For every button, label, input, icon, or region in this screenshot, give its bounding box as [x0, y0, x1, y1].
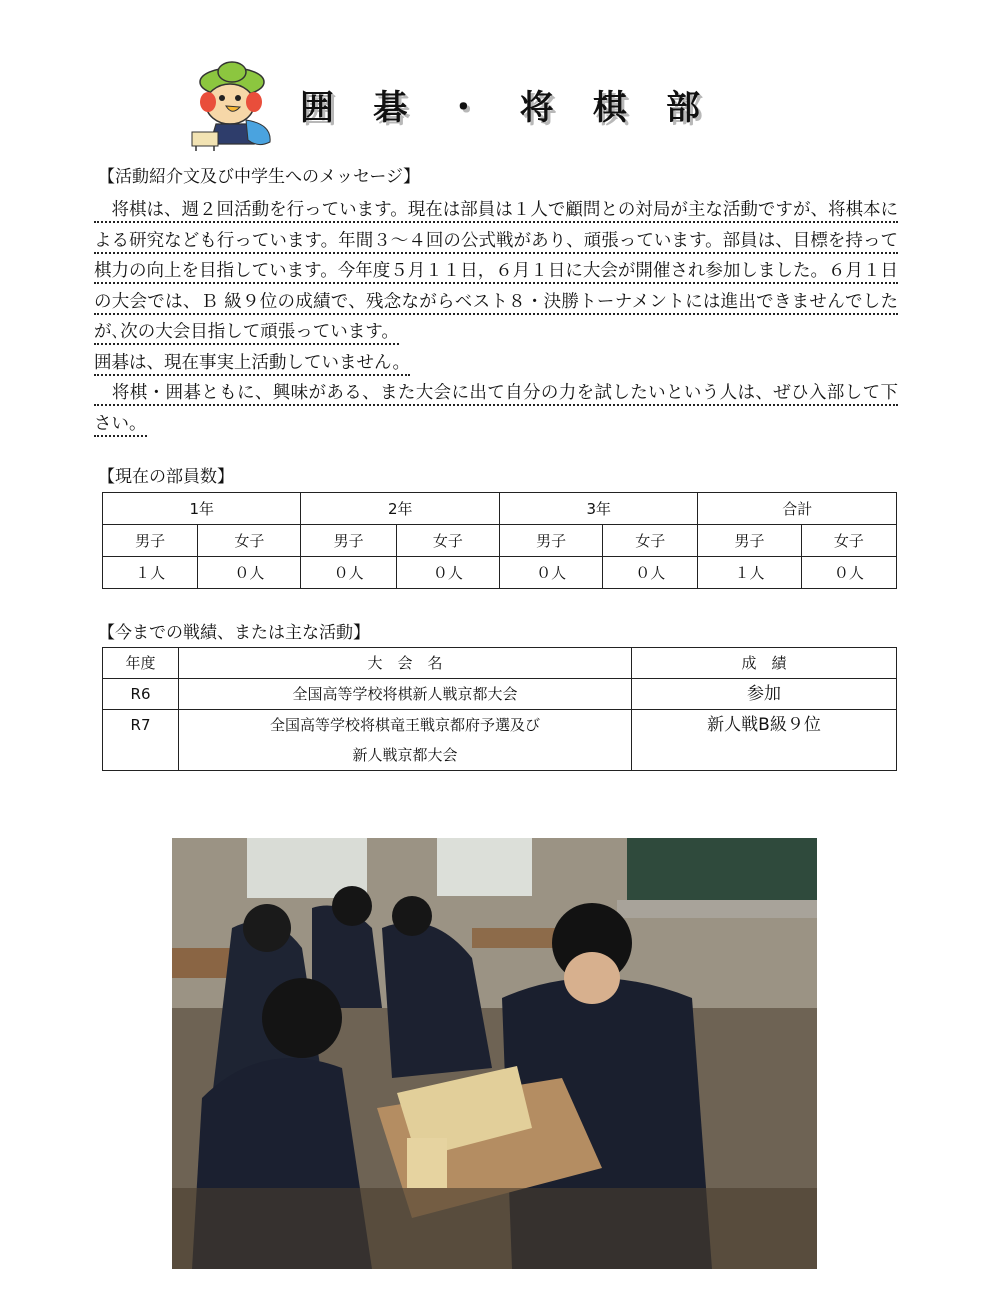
gender-header: 男子: [103, 525, 198, 557]
group-header: 合計: [698, 493, 897, 525]
members-table: [102, 492, 897, 589]
member-count: ０人: [396, 557, 499, 589]
gender-header: 男子: [301, 525, 396, 557]
members-heading: 【現在の部員数】: [98, 467, 234, 487]
intro-text: [94, 195, 898, 439]
record-event-line: 新人戦京都大会: [352, 746, 458, 764]
member-count: ０人: [301, 557, 396, 589]
column-header: 大 会 名: [179, 648, 632, 679]
title-char: 碁: [373, 87, 408, 128]
title-char: 部: [665, 87, 700, 128]
record-heading: 【今までの戦績、または主な活動】: [98, 623, 370, 643]
members-group-row: [103, 493, 897, 525]
page-title: [300, 80, 700, 128]
column-header: 年度: [103, 648, 179, 679]
gender-header: 女子: [603, 525, 698, 557]
member-count: ０人: [499, 557, 602, 589]
title-char: 棋: [592, 87, 627, 128]
gender-header: 女子: [198, 525, 301, 557]
record-event: [179, 710, 632, 771]
members-gender-row: [103, 525, 897, 557]
record-header-row: [103, 648, 897, 679]
mascot-logo: [188, 60, 276, 152]
record-result: 新人戦B級９位: [632, 710, 897, 771]
intro-paragraph-igo: 囲碁は、現在事実上活動していません。: [94, 353, 410, 376]
record-year: R6: [103, 679, 179, 710]
member-count: ０人: [603, 557, 698, 589]
record-result: 参加: [632, 679, 897, 710]
record-event-line: 全国高等学校将棋竜王戦京都府予選及び: [269, 716, 540, 734]
record-table: [102, 647, 897, 771]
club-photo: [172, 838, 817, 1269]
table-row: [103, 710, 897, 771]
member-count: ０人: [198, 557, 301, 589]
gender-header: 女子: [396, 525, 499, 557]
title-char: 将: [519, 87, 554, 128]
record-event: 全国高等学校将棋新人戦京都大会: [179, 679, 632, 710]
title-char: ・: [446, 87, 481, 128]
table-row: [103, 679, 897, 710]
group-header: 3年: [499, 493, 697, 525]
member-count: １人: [103, 557, 198, 589]
record-year: R7: [103, 710, 179, 771]
column-header: 成 績: [632, 648, 897, 679]
group-header: 2年: [301, 493, 499, 525]
intro-paragraph-shogi: 将棋は、週２回活動を行っています。現在は部員は１人で顧問との対局が主な活動ですが、将棋本による研究なども行っています。年間３〜４回の公式戦があり、頑張っています。部員は、目標を持って棋力の向上を目指しています。今年度５月１１日，６月１日に大会が開催され参加しました。６月１日の大会では、Ｂ 級９位の成績で、残念ながらベスト８・決勝トーナメントには進出できませんでしたが､次の大会目指して頑張っています。: [94, 200, 898, 345]
member-count: １人: [698, 557, 801, 589]
members-count-row: [103, 557, 897, 589]
intro-paragraph-invite: 将棋・囲碁ともに、興味がある、また大会に出て自分の力を試したいという人は、ぜひ入部して下さい。: [94, 383, 898, 437]
group-header: 1年: [103, 493, 301, 525]
member-count: ０人: [801, 557, 896, 589]
gender-header: 男子: [499, 525, 602, 557]
gender-header: 女子: [801, 525, 896, 557]
intro-heading: 【活動紹介文及び中学生へのメッセージ】: [98, 167, 420, 187]
gender-header: 男子: [698, 525, 801, 557]
title-char: 囲: [300, 87, 334, 128]
